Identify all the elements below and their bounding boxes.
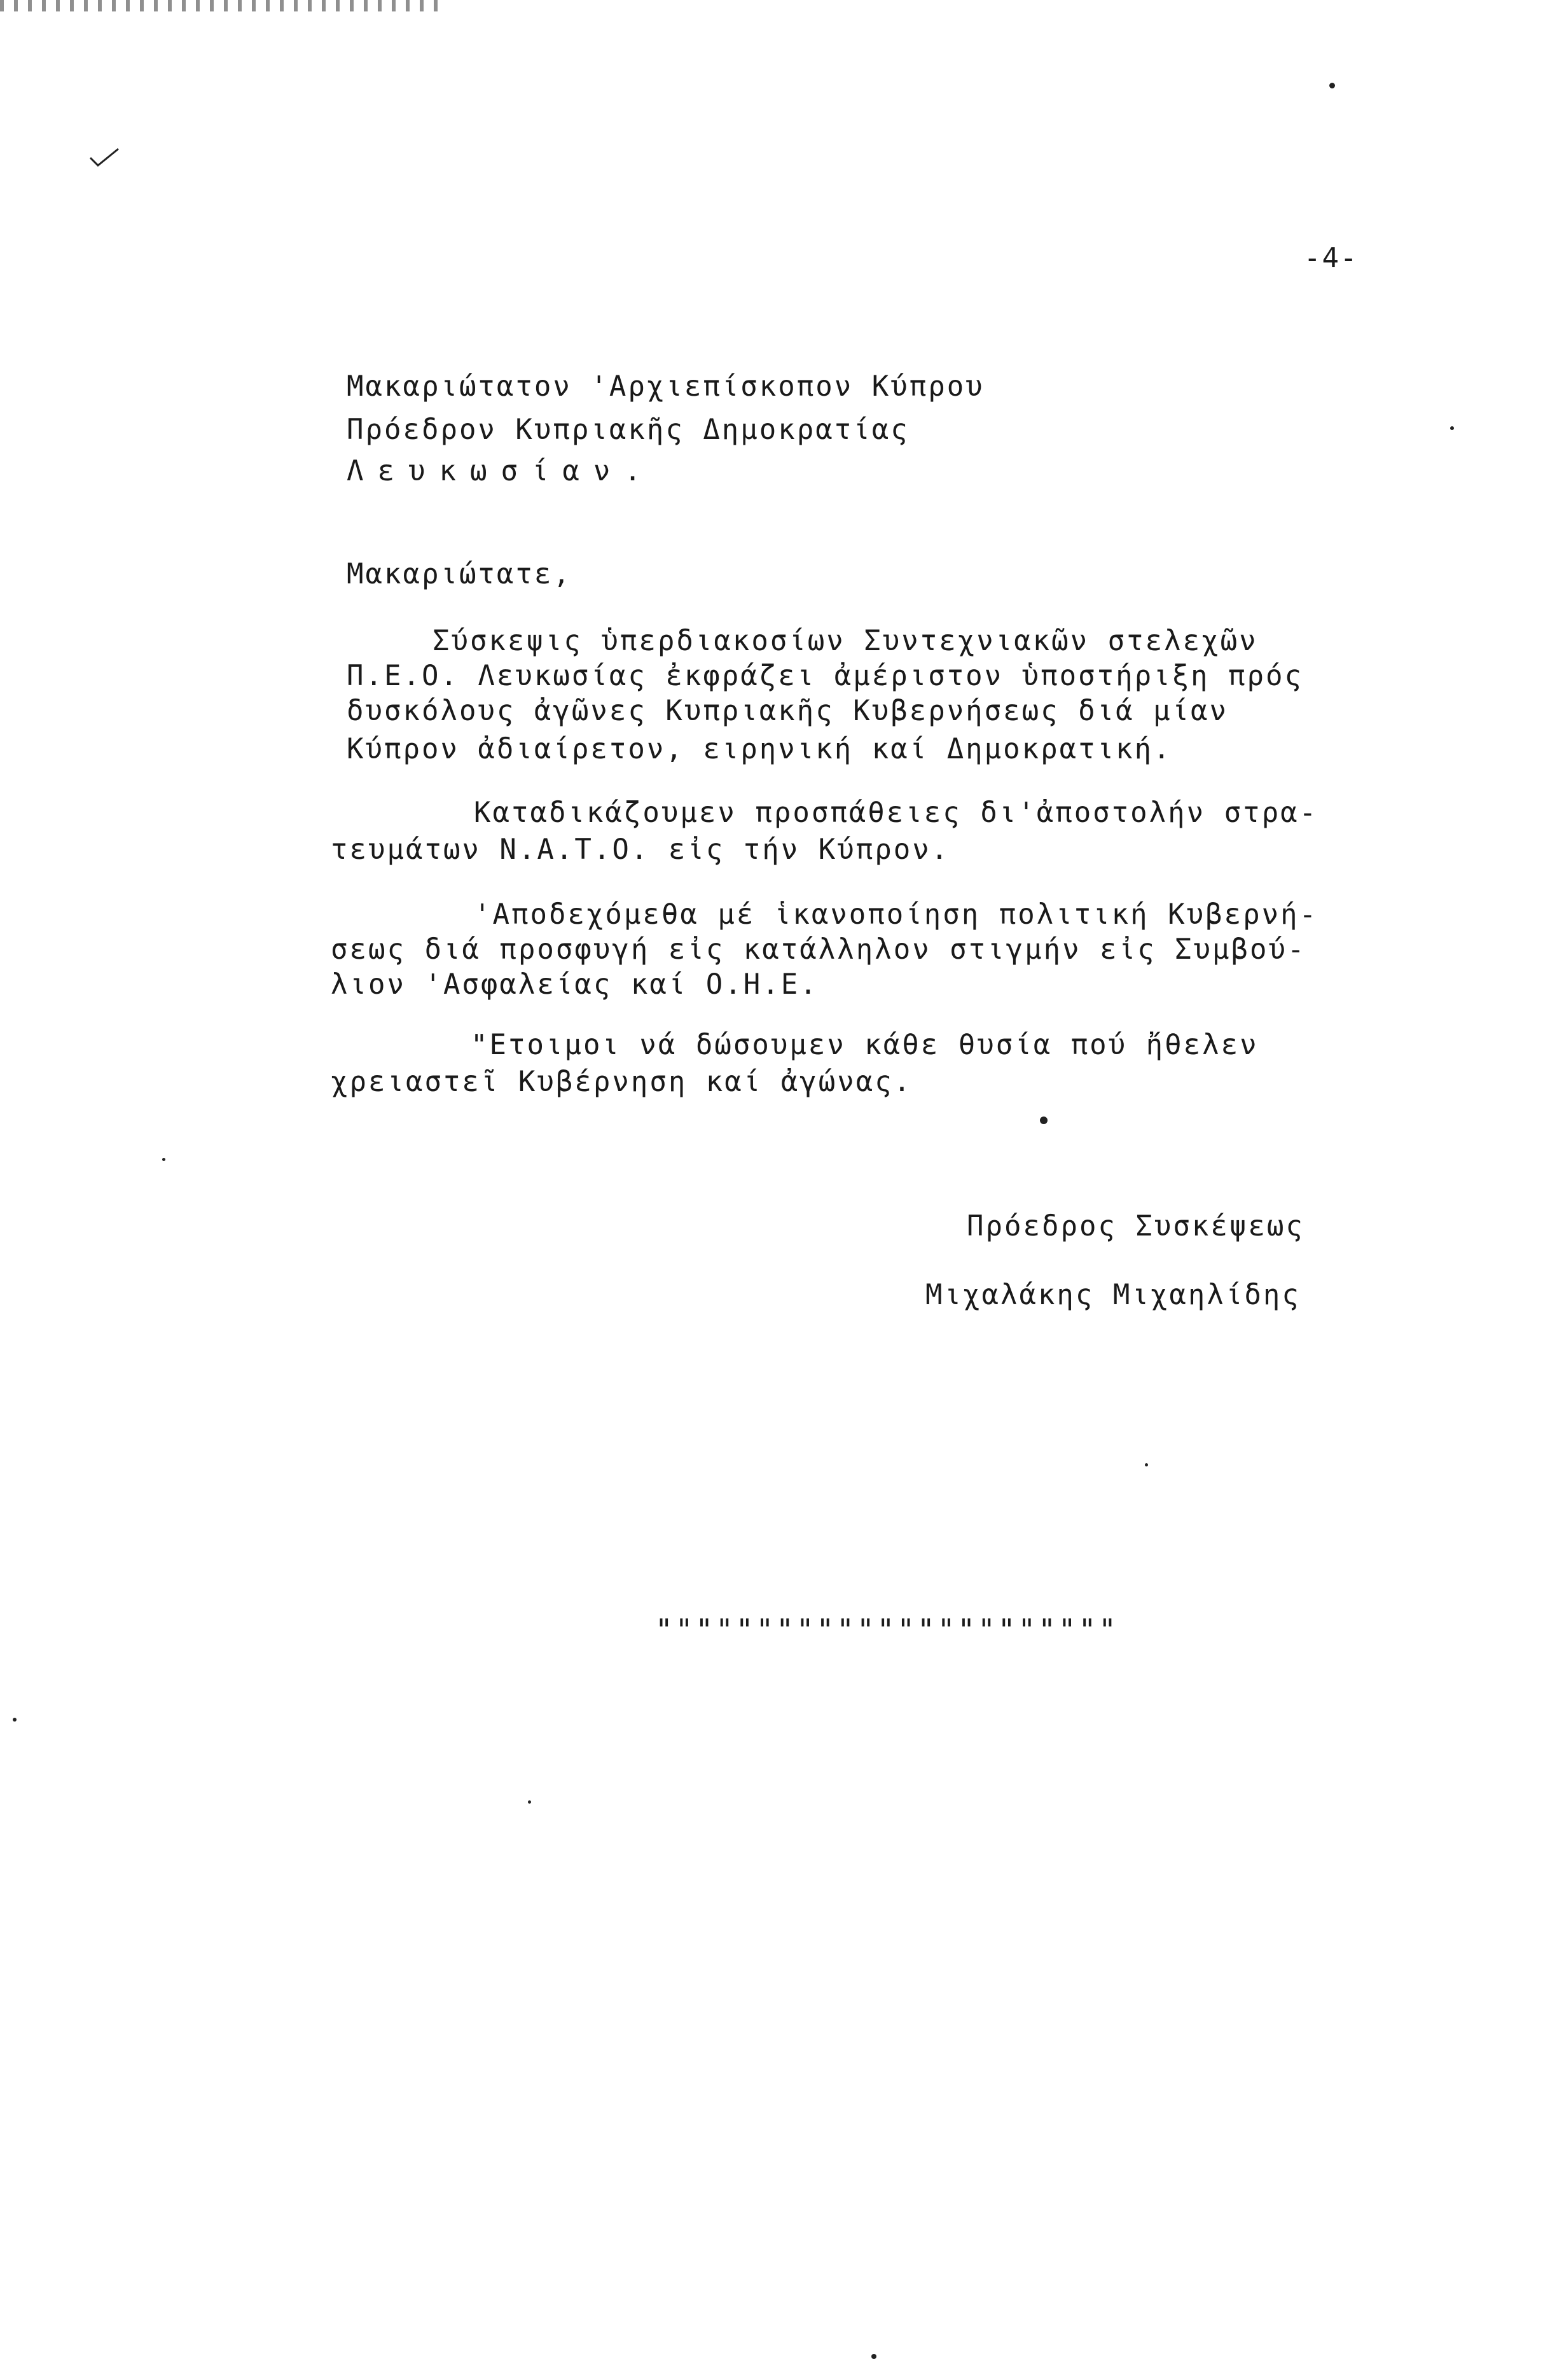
scan-speck [162,1158,165,1161]
recipient-line-3: Λευκωσίαν. [347,455,655,487]
paragraph-1-line-3: δυσκόλους ἀγῶνες Κυπριακῆς Κυβερνήσεως διά μίαν [347,695,1229,727]
scan-speck [528,1800,531,1804]
paragraph-1-line-4: Κύπρον ἀδιαίρετον, ειρηνική καί Δημοκρατική. [347,733,1172,765]
paragraph-1-line-2: Π.Ε.Ο. Λευκωσίας ἐκφράζει ἀμέριστον ὑποστήριξη πρός [347,660,1304,692]
signature-name: Μιχαλάκης Μιχαηλίδης [925,1279,1301,1311]
scan-speck [1450,426,1454,430]
scan-speck [1145,1463,1148,1466]
paragraph-3-line-1: 'Αποδεχόμεθα μέ ἱκανοποίηση πολιτική Κυβερνή- [474,898,1318,931]
scan-edge-noise [0,0,445,11]
salutation: Μακαριώτατε, [347,558,572,590]
scan-speck [13,1718,17,1722]
signature-title: Πρόεδρος Συσκέψεως [967,1210,1304,1242]
paragraph-4-line-1: "Ετοιμοι νά δώσουμεν κάθε θυσία πού ἤθελεν [471,1029,1259,1061]
end-of-document-marks: """"""""""""""""""""""" [655,1613,1119,1647]
paragraph-4-line-2: χρειαστεῖ Κυβέρνηση καί ἀγώνας. [331,1066,913,1098]
scan-speck [871,2354,876,2359]
scan-speck [1329,83,1335,88]
paragraph-2-line-2: τευμάτων Ν.Α.Τ.Ο. εἰς τήν Κύπρον. [331,833,950,866]
paragraph-1-line-1: Σύσκεψις ὑπερδιακοσίων Συντεχνιακῶν στελεχῶν [432,625,1258,657]
paragraph-2-line-1: Καταδικάζουμεν προσπάθειες δι'ἀποστολήν στρα- [474,797,1318,829]
paragraph-3-line-3: λιον 'Ασφαλείας καί Ο.Η.Ε. [331,968,819,1001]
paragraph-3-line-2: σεως διά προσφυγή εἰς κατάλληλον στιγμήν εἰς Συμβού- [331,933,1306,966]
recipient-line-1: Μακαριώτατον 'Αρχιεπίσκοπον Κύπρου [347,370,985,403]
page-number: -4- [1304,242,1359,274]
scan-speck [1040,1117,1048,1124]
handwritten-check-mark [89,146,121,172]
recipient-line-2: Πρόεδρον Κυπριακῆς Δημοκρατίας [347,414,910,446]
